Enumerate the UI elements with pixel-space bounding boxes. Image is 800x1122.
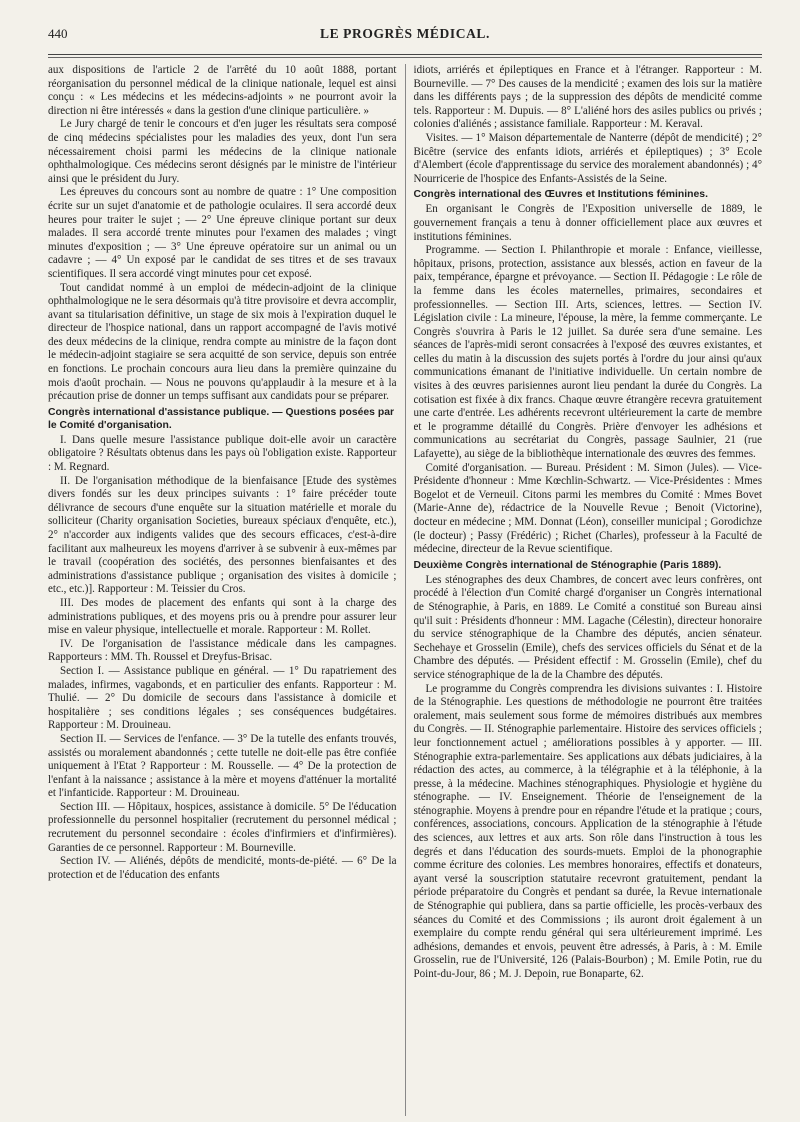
paragraph: IV. De l'organisation de l'assistance médicale dans les campagnes. Rapporteurs : MM. Th. Roussel et Dreyfus-Brisac.	[48, 637, 397, 664]
paragraph: idiots, arriérés et épileptiques en France et à l'étranger. Rapporteur : M. Bourneville. — 7° Des causes de la mendicité ; examen des lois sur la matière dans les différents pays ; de la suppression des dépôts de mendicité comme tels. Rapporteur : M. Dupuis. — 8° L'aliéné hors des asiles publics ou privés ; colonies d'aliénés ; assistance familiale. Rapporteur : M. Keraval.	[413, 64, 762, 131]
paragraph: Section II. — Services de l'enfance. — 3° De la tutelle des enfants trouvés, assistés ou moralement abandonnés ; cette tutelle ne doit-elle pas être confiée uniquement à l'Etat ? Rapporteur : M. Rousselle. — 4° De la protection de l'enfant à la naissance ; assistance à la mère et moyens d'atténuer la mortalité et l'infanticide. Rapporteur : M. Drouineau.	[48, 732, 397, 800]
left-column	[48, 64, 397, 1116]
paragraph: Programme. — Section I. Philanthropie et morale : Enfance, vieillesse, hôpitaux, prisons, protection, assistance aux blessés, action en faveur de la paix, tempérance, épargne et prévoyance. — Section II. Pédagogie : Le rôle de la femme dans les écoles maternelles, primaires, secondaires et professionnelles. — Section III. Arts, sciences, lettres. — Section IV. Législation civile : La mineure, l'épouse, la mère, la femme commerçante. Le Congrès s'ouvrira à Paris le 12 juillet. Sa durée sera d'une semaine. Les séances de l'après-midi seront consacrées à l'exposé des œuvres existantes, et celles du matin à la discussion des sujets portés à l'ordre du jour ainsi qu'aux communications émanant de l'initiative individuelle. Un certain nombre de visites à des œuvres parisiennes auront lieu pendant la durée du Congrès. La cotisation est fixée à dix francs. Chaque œuvre étrangère recevra gratuitement une carte d'entrée. Les adhérents recevront ultérieurement la carte de membre et le programme détaillé du Congrès. Prière d'envoyer les adhésions et communications au secrétariat du Congrès, passage Saulnier, 21 (rue Lafayette), au siège de la bibliothèque internationale des œuvres des femmes.	[413, 244, 762, 461]
section-heading: Deuxième Congrès international de Sténographie (Paris 1889).	[413, 559, 722, 571]
paragraph: Section III. — Hôpitaux, hospices, assistance à domicile. 5° De l'éducation professionnelle du personnel hospitalier (recrutement du personnel médical ; recrutement du personnel secondaire : écoles d'infirmiers et d'infirmières). Garanties de ce personnel. Rapporteur : M. Bourneville.	[48, 800, 397, 854]
paragraph: Comité d'organisation. — Bureau. Président : M. Simon (Jules). — Vice-Présidente d'honneur : Mme Kœchlin-Schwartz. — Vice-Présidentes : Mmes Bogelot et de Verneuil. Citons parmi les membres du Comité : Mmes Bovet (Marie-Anne de), rédactrice de la Nouvelle Revue ; Benoit (Victorine), docteur en médecine ; MM. Donnat (Léon), conseiller municipal ; Gorodichze (le docteur) ; Passy (Frédéric) ; Richet (Charles), professeur à la Faculté de médecine, directeur de la Revue scientifique.	[413, 461, 762, 556]
paragraph: I. Dans quelle mesure l'assistance publique doit-elle avoir un caractère obligatoire ? Résultats obtenus dans les pays où l'obligation existe. Rapporteur : M. Regnard.	[48, 433, 397, 474]
running-title: LE PROGRÈS MÉDICAL.	[319, 26, 491, 41]
paragraph: Section I. — Assistance publique en général. — 1° Du rapatriement des malades, infirmes, vagabonds, et en particulier des enfants. Rapporteur : M. Thulié. — 2° Du domicile de secours dans l'assistance à domicile et hospitalière ; ses conditions légales ; ses conséquences budgétaires. Rapporteur : M. Drouineau.	[48, 664, 397, 732]
paragraph: II. De l'organisation méthodique de la bienfaisance [Etude des systèmes divers fondés sur les deux principes suivants : 1° faire précéder toute délivrance de secours d'une enquête sur la situation matérielle et morale du solliciteur (Charity organisation Societies, bureaux spéciaux d'enquête, etc.), 2° n'accorder aux indigents valides que des secours efficaces, c'est-à-dire facilitant aux malheureux les moyens d'arriver à se subvenir à eux-mêmes par le travail (coopération des sociétés, des personnes bienfaisantes et des administrations d'assistance publique ; organisation des visites à domicile ; etc., etc.)]. Rapporteur : M. Teissier du Cros.	[48, 474, 397, 596]
page-number: 440	[48, 26, 68, 41]
paragraph: Visites. — 1° Maison départementale de Nanterre (dépôt de mendicité) ; 2° Bicêtre (service des enfants idiots, arriérés et épileptiques) ; 3° Ecole d'Alembert (école d'apprentissage du service des moralement abandonnés) ; 4° Nourricerie de l'hospice des Enfants-Assistés de la Seine.	[413, 131, 762, 185]
paragraph: Section IV. — Aliénés, dépôts de mendicité, monts-de-piété. — 6° De la protection et de l'éducation des enfants	[48, 855, 397, 881]
paragraph: Le programme du Congrès comprendra les divisions suivantes : I. Histoire de la Sténographie. Les questions de méthodologie ne pourront être traitées oralement, mais seulement sous forme de mémoires distribués aux membres du Congrès. — II. Sténographie parlementaire. Histoire des services officiels ; leur fonctionnement actuel ; améliorations possibles à y apporter. — III. Sténographie extra-parlementaire. Ses applications aux débats judiciaires, à la rédaction des actes, au commerce, à la télégraphie et à la téléphonie, à la presse, à la médecine. Machines sténographiques. Physiologie et hygiène du sténographe. — IV. Enseignement. Théorie de l'enseignement de la sténographie. Moyens à prendre pour en répandre l'étude et la pratique ; cours, conférences, associations, concours. Application de la sténographie à l'étude des sciences, aux lettres et aux arts. Son rôle dans l'instruction à tous les degrés et dans l'éducation des sourds-muets. Emploi de la phonographie comme écriture des colonies. Les membres honoraires, effectifs et donateurs, ayant versé la souscription statutaire recevront gratuitement, pendant la période préparatoire du Congrès et pendant sa durée, la Revue internationale de Sténographie qui publiera, dans sa partie officielle, les procès-verbaux des séances du Comité et des Commissions ; ils auront droit également à un exemplaire du compte rendu général qui sera ultérieurement imprimé. Les adhésions, demandes et envois, peuvent être adressés, à Paris, à : M. Emile Grosselin, rue de l'Université, 126 (Palais-Bourbon) ; M. Emile Potin, rue du Point-du-Jour, 86 ; M. J. Depoin, rue Bonaparte, 62.	[413, 682, 762, 980]
paragraph: En organisant le Congrès de l'Exposition universelle de 1889, le gouvernement français a tenu à donner officiellement place aux œuvres et institutions féminines.	[413, 203, 762, 243]
paragraph: aux dispositions de l'article 2 de l'arrêté du 10 août 1888, portant réorganisation du personnel médical de la clinique nationale, lequel est ainsi conçu : « Les médecins et les médecins-adjoints » ne pourront avoir la direction ni être intéressés « dans la gestion d'une clinique particulière. »	[48, 64, 397, 117]
paragraph: Le Jury chargé de tenir le concours et d'en juger les résultats sera composé de cinq médecins spécialistes pour les maladies des yeux, dont l'un sera nécessairement choisi parmi les médecins de la clinique nationale ophthalmologique. Ces médecins seront désignés par le ministre de l'intérieur ainsi que le président du Jury.	[48, 118, 397, 185]
section-heading: Congrès international des Œuvres et Institutions féminines.	[413, 189, 708, 201]
right-column	[414, 64, 763, 1116]
page-header	[48, 26, 762, 52]
header-rule	[48, 54, 762, 55]
paragraph: Les épreuves du concours sont au nombre de quatre : 1° Une composition écrite sur un sujet d'anatomie et de pathologie oculaires. Il sera accordé deux heures pour traiter le sujet ; — 2° Une épreuve clinique portant sur deux malades. Il sera accordé trente minutes pour l'examen des malades ; vingt minutes d'exposition ; — 3° Une épreuve opératoire sur un animal ou un cadavre ; — 4° Un exposé par le candidat de ses titres et de ses travaux scientifiques. Il sera accordé vingt minutes pour cet exposé.	[48, 186, 397, 280]
paragraph: Les sténographes des deux Chambres, de concert avec leurs confrères, ont procédé à l'élection d'un Comité chargé d'organiser un Congrès international de Sténographie, à Paris, en 1889. Le Comité a constitué son Bureau ainsi qu'il suit : Présidents d'honneur : MM. Lagache (Célestin), directeur honoraire du service sténographique de la Chambre des députés, ancien sénateur. Sechehaye et Grosselin (Emile), chefs des services officiels du Sénat et de la Chambre des députés. — Président effectif : M. Grosselin (Emile), chef du service sténographique de la de la Chambre des députés.	[413, 573, 762, 681]
section-heading: Congrès international d'assistance publique. — Questions posées par le Comité d'organisation.	[48, 406, 395, 431]
paragraph: III. Des modes de placement des enfants qui sont à la charge des administrations publiques, et des moyens pris ou à prendre pour assurer leur mise en valeur physique, intellectuelle et morale. Rapporteur : M. Rollet.	[48, 596, 397, 637]
column-divider	[405, 64, 406, 1116]
header-rule-thin	[48, 57, 762, 58]
paragraph: Tout candidat nommé à un emploi de médecin-adjoint de la clinique ophthalmologique ne le sera désormais qu'à titre provisoire et devra accomplir, avant sa titularisation définitive, un stage de six mois à l'expiration duquel le directeur de l'hospice national, dans un rapport accompagné de l'avis motivé des deux médecins de la clinique, rendra compte au ministre de la façon dont le médecin-adjoint stagiaire se sera acquitté de son service, depuis son entrée en fonctions. Le prochain concours aura lieu dans la première quinzaine du mois d'août prochain. — Nous ne pouvons qu'applaudir à la mesure et à la précaution prise de donner un temps suffisant aux candidats pour se préparer.	[48, 281, 397, 403]
two-column-body	[48, 64, 762, 1116]
